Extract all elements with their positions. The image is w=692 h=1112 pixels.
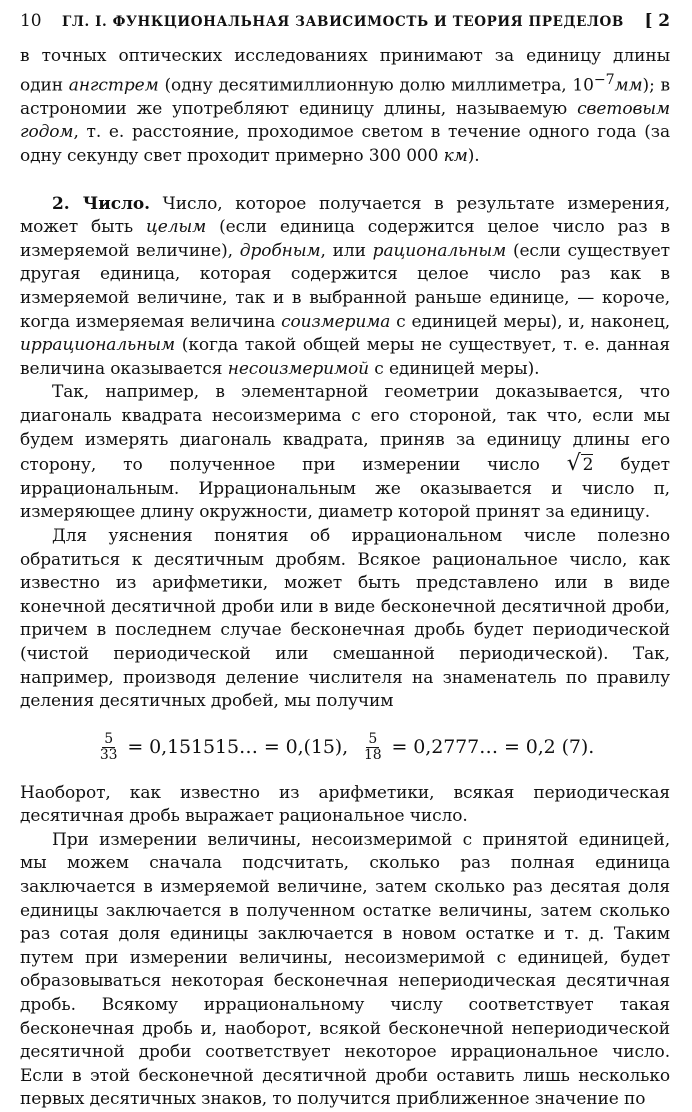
section-mark: [ 2 — [644, 11, 670, 31]
term-light-year: световым годом — [20, 98, 670, 143]
fraction-5-18: $\frac{5}{18}$ — [363, 731, 382, 764]
paragraph-measurement: При измерении величины, несоизмеримой с принятой единицей, мы можем сначала подсчитать, сколько раз полная единица заключается в измеряемой величине, затем сколько раз десятая доля единицы заключается в полученном остатке величины, затем сколько раз сотая доля единицы заключается в новом остатке и т. д. Таким путем при измерении величины, несоизмеримой с единицей, будет образовываться некоторая бесконечная непериодическая десятичная дробь. Всякому иррациональному числу соответствует такая бесконечная дробь и, наоборот, всякой бесконечной непериодической десятичной дроби соответствует некоторое иррациональное число. Если в этой бесконечной десятичной дроби оставить лишь несколько первых десятичных знаков, то получится приближенное значение по — [20, 829, 670, 1110]
chapter-title: ГЛ. I. ФУНКЦИОНАЛЬНАЯ ЗАВИСИМОСТЬ И ТЕОРИЯ ПРЕДЕЛОВ — [62, 14, 624, 30]
fraction-5-33: $\frac{5}{33}$ — [99, 731, 118, 764]
formula-periodic-fractions: $\frac{5}{33}$ = 0,151515… = 0,(15), $\frac{5}{18}$ = 0,2777… = 0,2 (7). — [99, 731, 595, 764]
term-angstrom: ангстрем — [68, 75, 159, 96]
sqrt-2: √ 2 — [566, 451, 594, 477]
paragraph-conversely: Наоборот, как известно из арифметики, всякая периодическая десятичная дробь выражает рациональное число. — [20, 782, 670, 827]
page-number: 10 — [20, 11, 42, 31]
paragraph-diagonal: Так, например, в элементарной геометрии доказывается, что диагональ квадрата несоизмерима с его стороной, так что, если мы будем измерять диагональ квадрата, приняв за единицу длины его сторону, то полученное при измерении число √ 2 будет иррациональным. Иррациональным же оказывается и число π, измеряющее длину окружности, диаметр которой принят за единицу. — [20, 382, 670, 523]
running-header — [20, 10, 670, 33]
section-2-paragraph: 2. Число. Число, которое получается в результате измерения, может быть целым (если единица содержится целое число раз в измеряемой величине), дробным, или рациональным (если существует другая единица, которая содержится целое число раз как в измеряемой величине, так и в выбранной раньше единице, — короче, когда измеряемая величина соизмерима с единицей меры), и, наконец, иррациональным (когда такой общей меры не существует, т. е. данная величина оказывается несоизмеримой с единицей меры). — [20, 193, 670, 379]
intro-paragraph: в точных оптических исследованиях принимают за единицу длины один ангстрем (одну десятимиллионную долю миллиметра, $10^{-7}мм$); в астрономии же употребляют единицу длины, называемую световым годом, т. е. расстояние, проходимое светом в течение одного года (за одну секунду свет проходит примерно 300 000 км). — [20, 46, 670, 167]
paragraph-decimals: Для уяснения понятия об иррациональном числе полезно обратиться к десятичным дробям. Всякое рациональное число, как известно из арифметики, может быть представлено или в виде конечной десятичной дроби или в виде бесконечной десятичной дроби, причем в последнем случае бесконечная дробь будет периодической (чистой периодической или смешанной периодической). Так, например, производя деление числителя на знаменатель по правилу деления десятичных дробей, мы получим — [20, 525, 670, 712]
section-heading: 2. Число. — [52, 193, 150, 214]
